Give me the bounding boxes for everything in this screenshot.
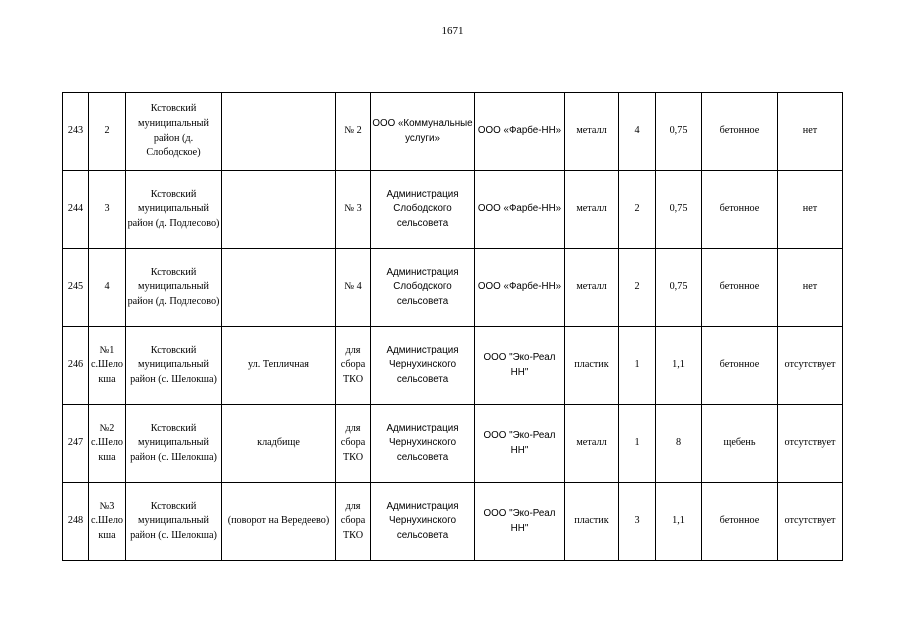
fence-cell: нет [778, 249, 843, 327]
container-material-cell: металл [565, 171, 619, 249]
operator-cell: ООО "Эко-Реал НН" [475, 405, 565, 483]
owner-cell: ООО «Коммунальные услуги» [371, 93, 475, 171]
site-cell: № 4 [336, 249, 371, 327]
surface-type-cell: бетонное [702, 171, 778, 249]
table-row [63, 249, 843, 327]
local-number-cell: №2 с.Шелокша [89, 405, 126, 483]
local-number-cell: №3 с.Шелокша [89, 483, 126, 561]
owner-cell: Администрация Чернухинского сельсовета [371, 405, 475, 483]
container-material-cell: пластик [565, 483, 619, 561]
address-cell: кладбище [222, 405, 336, 483]
container-material-cell: пластик [565, 327, 619, 405]
container-material-cell: металл [565, 249, 619, 327]
site-cell: для сбора ТКО [336, 483, 371, 561]
row-number-cell: 243 [63, 93, 89, 171]
container-count-cell: 2 [619, 171, 656, 249]
fence-cell: отсутствует [778, 327, 843, 405]
table-body [63, 93, 843, 561]
fence-cell: отсутствует [778, 483, 843, 561]
operator-cell: ООО «Фарбе-НН» [475, 93, 565, 171]
container-count-cell: 3 [619, 483, 656, 561]
container-volume-cell: 1,1 [656, 483, 702, 561]
address-cell [222, 93, 336, 171]
operator-cell: ООО «Фарбе-НН» [475, 249, 565, 327]
local-number-cell: 2 [89, 93, 126, 171]
address-cell [222, 249, 336, 327]
site-cell: для сбора ТКО [336, 327, 371, 405]
owner-cell: Администрация Слободского сельсовета [371, 249, 475, 327]
municipal-area-cell: Кстовский муниципальный район (с. Шелокша) [126, 327, 222, 405]
address-cell [222, 171, 336, 249]
row-number-cell: 247 [63, 405, 89, 483]
table-row [63, 171, 843, 249]
local-number-cell: №1 с.Шелокша [89, 327, 126, 405]
table-row [63, 327, 843, 405]
page-number: 1671 [441, 25, 464, 37]
table-row [63, 93, 843, 171]
container-material-cell: металл [565, 93, 619, 171]
fence-cell: нет [778, 171, 843, 249]
municipal-area-cell: Кстовский муниципальный район (с. Шелокша) [126, 483, 222, 561]
surface-type-cell: бетонное [702, 93, 778, 171]
container-volume-cell: 0,75 [656, 171, 702, 249]
owner-cell: Администрация Чернухинского сельсовета [371, 327, 475, 405]
site-cell: № 3 [336, 171, 371, 249]
surface-type-cell: бетонное [702, 483, 778, 561]
row-number-cell: 245 [63, 249, 89, 327]
site-cell: № 2 [336, 93, 371, 171]
municipal-area-cell: Кстовский муниципальный район (д. Слободское) [126, 93, 222, 171]
table-row [63, 483, 843, 561]
fence-cell: нет [778, 93, 843, 171]
address-cell: ул. Тепличная [222, 327, 336, 405]
surface-type-cell: бетонное [702, 327, 778, 405]
local-number-cell: 4 [89, 249, 126, 327]
container-count-cell: 2 [619, 249, 656, 327]
owner-cell: Администрация Слободского сельсовета [371, 171, 475, 249]
waste-site-table [62, 92, 843, 561]
container-volume-cell: 0,75 [656, 93, 702, 171]
municipal-area-cell: Кстовский муниципальный район (с. Шелокша) [126, 405, 222, 483]
operator-cell: ООО "Эко-Реал НН" [475, 327, 565, 405]
container-count-cell: 1 [619, 405, 656, 483]
container-volume-cell: 1,1 [656, 327, 702, 405]
row-number-cell: 244 [63, 171, 89, 249]
container-count-cell: 4 [619, 93, 656, 171]
owner-cell: Администрация Чернухинского сельсовета [371, 483, 475, 561]
row-number-cell: 248 [63, 483, 89, 561]
table-row [63, 405, 843, 483]
container-volume-cell: 0,75 [656, 249, 702, 327]
container-volume-cell: 8 [656, 405, 702, 483]
surface-type-cell: щебень [702, 405, 778, 483]
container-material-cell: металл [565, 405, 619, 483]
local-number-cell: 3 [89, 171, 126, 249]
container-count-cell: 1 [619, 327, 656, 405]
municipal-area-cell: Кстовский муниципальный район (д. Подлесово) [126, 171, 222, 249]
row-number-cell: 246 [63, 327, 89, 405]
operator-cell: ООО "Эко-Реал НН" [475, 483, 565, 561]
operator-cell: ООО «Фарбе-НН» [475, 171, 565, 249]
address-cell: (поворот на Вередеево) [222, 483, 336, 561]
site-cell: для сбора ТКО [336, 405, 371, 483]
municipal-area-cell: Кстовский муниципальный район (д. Подлесово) [126, 249, 222, 327]
fence-cell: отсутствует [778, 405, 843, 483]
surface-type-cell: бетонное [702, 249, 778, 327]
